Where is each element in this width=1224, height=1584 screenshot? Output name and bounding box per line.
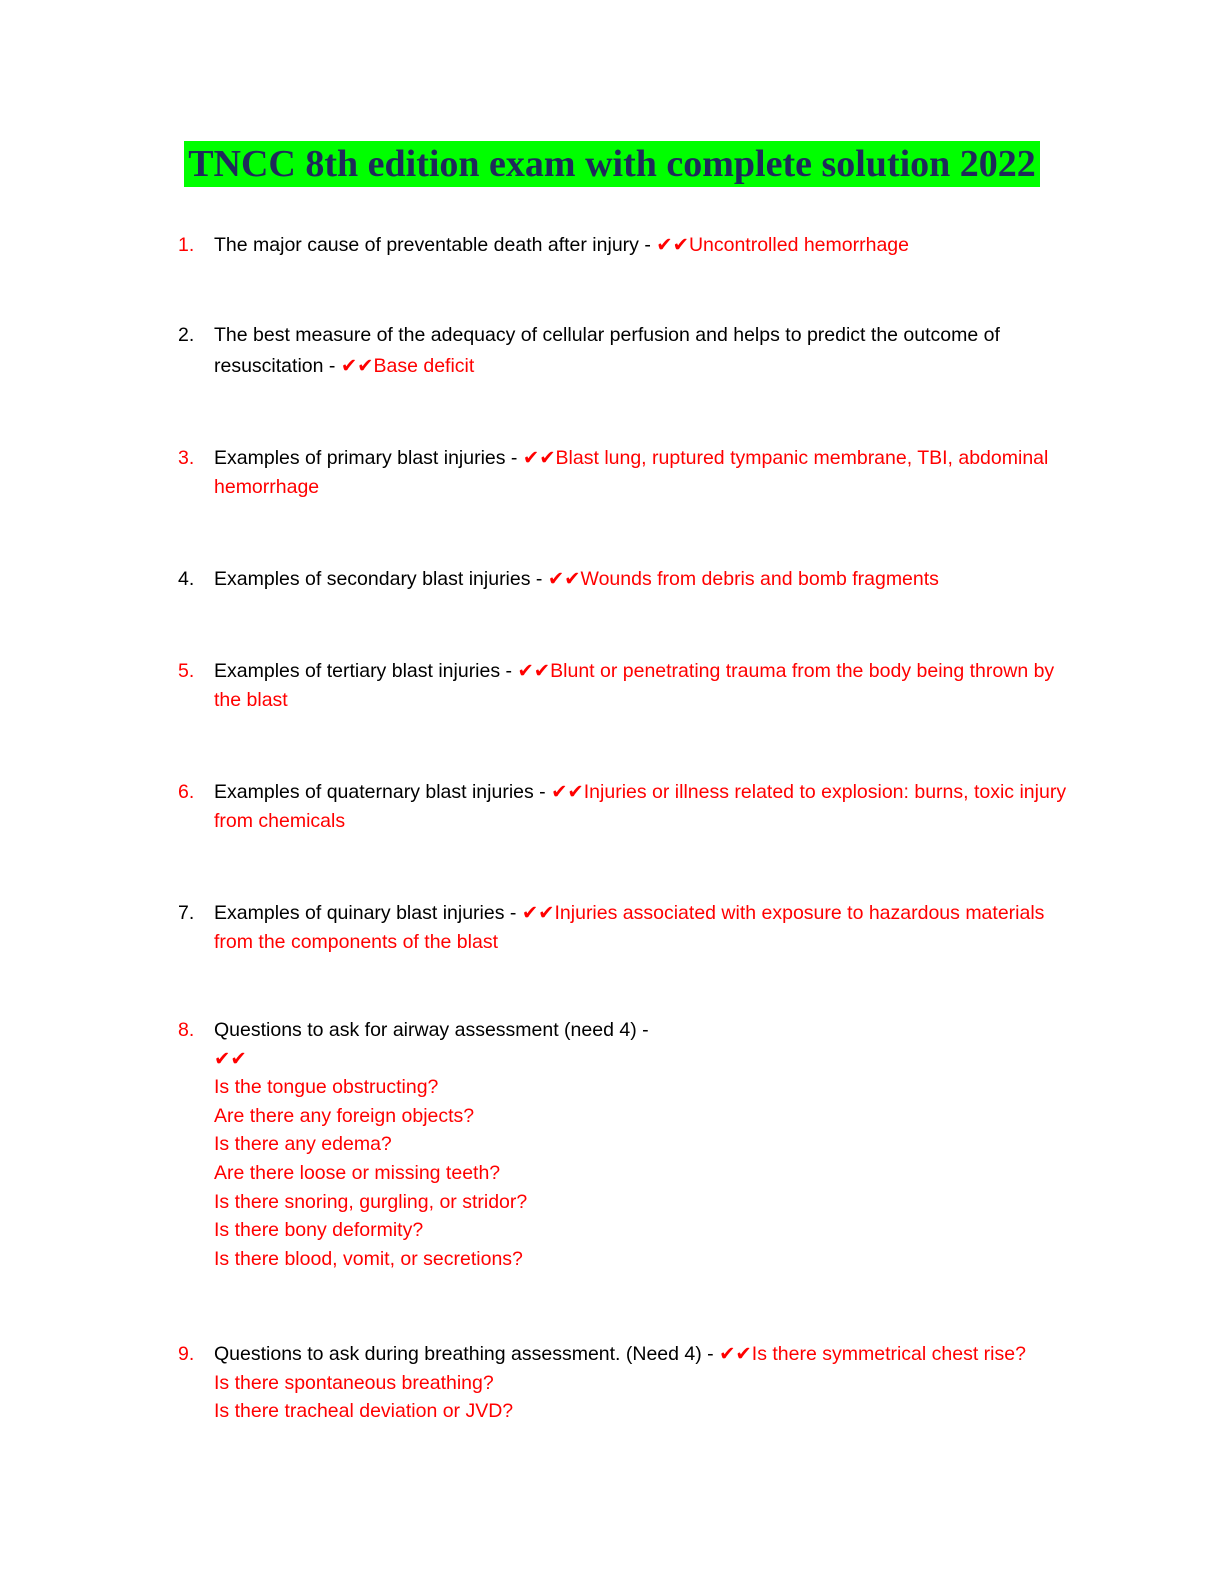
list-item: [178, 565, 1078, 594]
check-icon: ✔✔: [522, 447, 556, 469]
answer-line: Is there bony deformity?: [214, 1219, 424, 1242]
answer-line: Are there loose or missing teeth?: [214, 1161, 501, 1184]
answer-text: Base deficit: [373, 355, 475, 377]
check-icon: ✔✔: [214, 1047, 247, 1070]
answer-line: Is there blood, vomit, or secretions?: [214, 1247, 523, 1270]
question-text: The best measure of the adequacy of cellular perfusion and helps to predict the outcome of resuscitation -: [214, 324, 1000, 377]
item-number: 2.: [178, 324, 195, 346]
answer-text: Injuries associated with exposure to hazardous materials from the components of the blast: [214, 902, 1045, 953]
item-number: 3.: [178, 447, 195, 469]
item-number: 4.: [178, 568, 195, 590]
answer-line: Are there any foreign objects?: [214, 1104, 475, 1127]
check-icon: ✔✔: [340, 355, 374, 377]
check-icon: ✔✔: [521, 902, 555, 924]
answer-line: Is the tongue obstructing?: [214, 1076, 439, 1099]
title-wrapper: [0, 141, 1224, 187]
answer-line: Is there spontaneous breathing?: [214, 1371, 494, 1394]
answer-text: Is there symmetrical chest rise?: [751, 1343, 1026, 1365]
answer-line: Is there snoring, gurgling, or stridor?: [214, 1190, 528, 1213]
list-item: [178, 1340, 1078, 1426]
document-title: TNCC 8th edition exam with complete solution 2022: [184, 141, 1040, 187]
answer-text: Blunt or penetrating trauma from the body being thrown by the blast: [214, 660, 1055, 711]
list-item: [178, 231, 1078, 260]
answer-text: Uncontrolled hemorrhage: [688, 234, 909, 256]
list-item: [178, 657, 1078, 715]
item-number: 6.: [178, 781, 195, 803]
check-icon: ✔✔: [517, 660, 551, 682]
item-number: 8.: [178, 1019, 195, 1041]
check-icon: ✔✔: [656, 234, 689, 256]
question-text: Examples of quinary blast injuries -: [214, 902, 522, 924]
answer-text: Wounds from debris and bomb fragments: [580, 568, 939, 590]
question-text: The major cause of preventable death after injury -: [214, 234, 657, 256]
item-number: 5.: [178, 660, 195, 682]
check-icon: ✔✔: [547, 568, 581, 590]
item-number: 1.: [178, 234, 195, 256]
check-icon: ✔✔: [551, 781, 584, 803]
list-item: [178, 778, 1078, 836]
list-item: [178, 444, 1078, 502]
answer-line: Is there any edema?: [214, 1133, 392, 1156]
list-item: [178, 320, 1078, 382]
item-number: 7.: [178, 902, 195, 924]
question-text: Examples of primary blast injuries -: [214, 447, 523, 469]
list-item: [178, 899, 1078, 957]
question-text: Examples of tertiary blast injuries -: [214, 660, 518, 682]
question-text: Questions to ask during breathing assessment. (Need 4) -: [214, 1343, 720, 1365]
list-item: [178, 1016, 1078, 1273]
check-icon: ✔✔: [719, 1343, 752, 1365]
answer-line: Is there tracheal deviation or JVD?: [214, 1400, 514, 1423]
question-text: Questions to ask for airway assessment (need 4) -: [214, 1019, 649, 1041]
answer-text: Injuries or illness related to explosion: burns, toxic injury from chemicals: [214, 781, 1067, 832]
item-number: 9.: [178, 1343, 195, 1365]
question-text: Examples of quaternary blast injuries -: [214, 781, 552, 803]
question-text: Examples of secondary blast injuries -: [214, 568, 548, 590]
answer-text: Blast lung, ruptured tympanic membrane, TBI, abdominal hemorrhage: [214, 447, 1049, 498]
